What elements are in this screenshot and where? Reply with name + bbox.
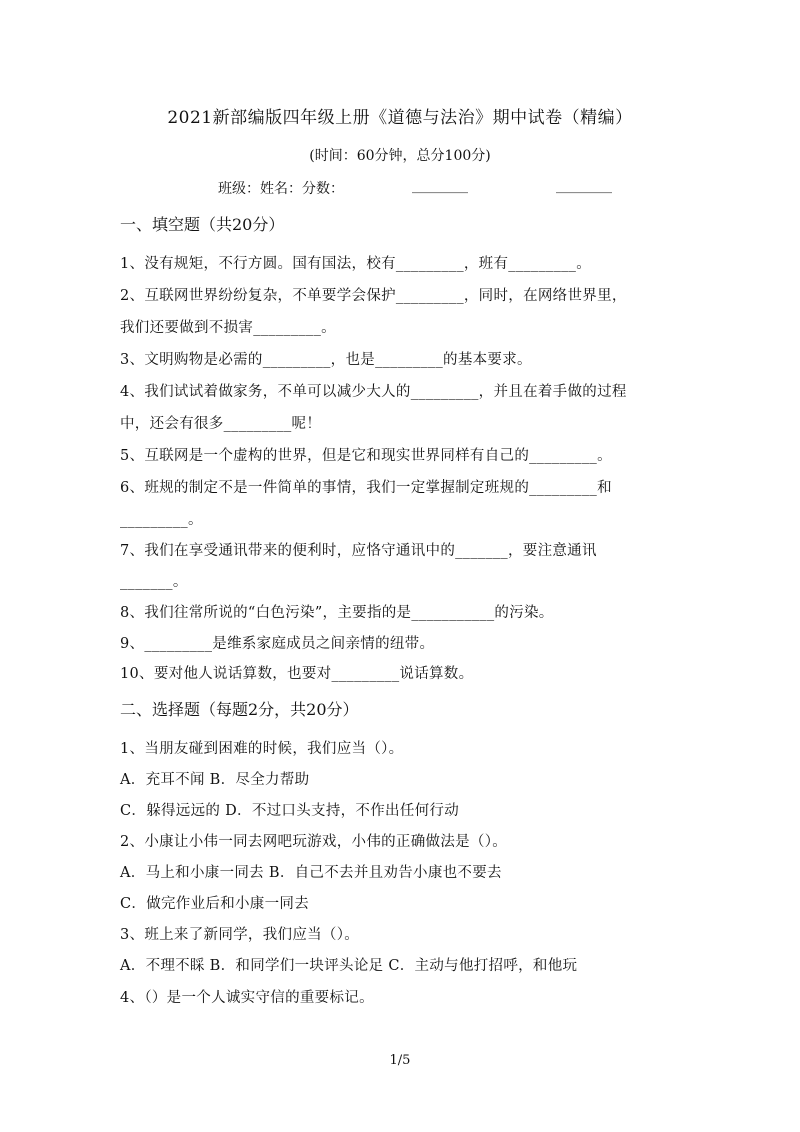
question-line: 7、我们在享受通讯带来的便利时，应恪守通讯中的_______，要注意通讯: [120, 543, 597, 559]
page-number: 1/5: [389, 1053, 411, 1068]
section-heading-multiple-choice: 二、选择题（每题2分，共20分）: [120, 700, 359, 719]
question-line: 中，还会有很多_________呢！: [120, 416, 322, 432]
question-line: 6、班规的制定不是一件简单的事情，我们一定掌握制定班规的_________和: [120, 480, 612, 496]
info-blank-2: ________: [556, 178, 612, 194]
question-line: 我们还要做到不损害_________。: [120, 320, 336, 336]
question-line: _________。: [120, 512, 203, 528]
question-line: 4、我们试试着做家务，不单可以减少大人的_________，并且在着手做的过程: [120, 384, 627, 400]
choice-line: A．马上和小康一同去 B．自己不去并且劝告小康也不要去: [120, 865, 502, 881]
section-heading-fill-blank: 一、填空题（共20分）: [120, 215, 285, 234]
question-line: 1、当朋友碰到困难的时候，我们应当（）。: [120, 741, 404, 757]
question-line: 4、（）是一个人诚实守信的重要标记。: [120, 990, 374, 1006]
question-line: 5、互联网是一个虚构的世界，但是它和现实世界同样有自己的_________。: [120, 448, 612, 464]
choice-line: C．躲得远远的 D．不过口头支持，不作出任何行动: [120, 803, 460, 819]
question-line: _______。: [120, 574, 188, 590]
question-line: 3、班上来了新同学，我们应当（）。: [120, 927, 360, 943]
question-line: 1、没有规矩，不行方圆。国有国法，校有_________，班有_________。: [120, 256, 592, 272]
choice-line: A．充耳不闻 B．尽全力帮助: [120, 772, 310, 788]
student-info-labels: 班级：姓名：分数：: [218, 181, 344, 197]
question-line: 2、小康让小伟一同去网吧玩游戏，小伟的正确做法是（）。: [120, 834, 508, 850]
question-line: 2、互联网世界纷纷复杂，不单要学会保护_________，同时，在网络世界里，: [120, 288, 627, 304]
choice-line: A．不理不睬 B．和同学们一块评头论足 C．主动与他打招呼，和他玩: [120, 958, 578, 974]
page-title: 2021新部编版四年级上册《道德与法治》期中试卷（精编）: [167, 108, 633, 128]
info-blank-1: ________: [412, 178, 468, 194]
question-line: 10、要对他人说话算数，也要对_________说话算数。: [120, 666, 474, 682]
question-line: 9、_________是维系家庭成员之间亲情的纽带。: [120, 636, 435, 652]
exam-time-info: (时间：60分钟，总分100分): [309, 148, 491, 164]
question-line: 8、我们往常所说的“白色污染”，主要指的是___________的污染。: [120, 605, 554, 621]
question-line: 3、文明购物是必需的_________，也是_________的基本要求。: [120, 352, 532, 368]
choice-line: C．做完作业后和小康一同去: [120, 896, 309, 912]
